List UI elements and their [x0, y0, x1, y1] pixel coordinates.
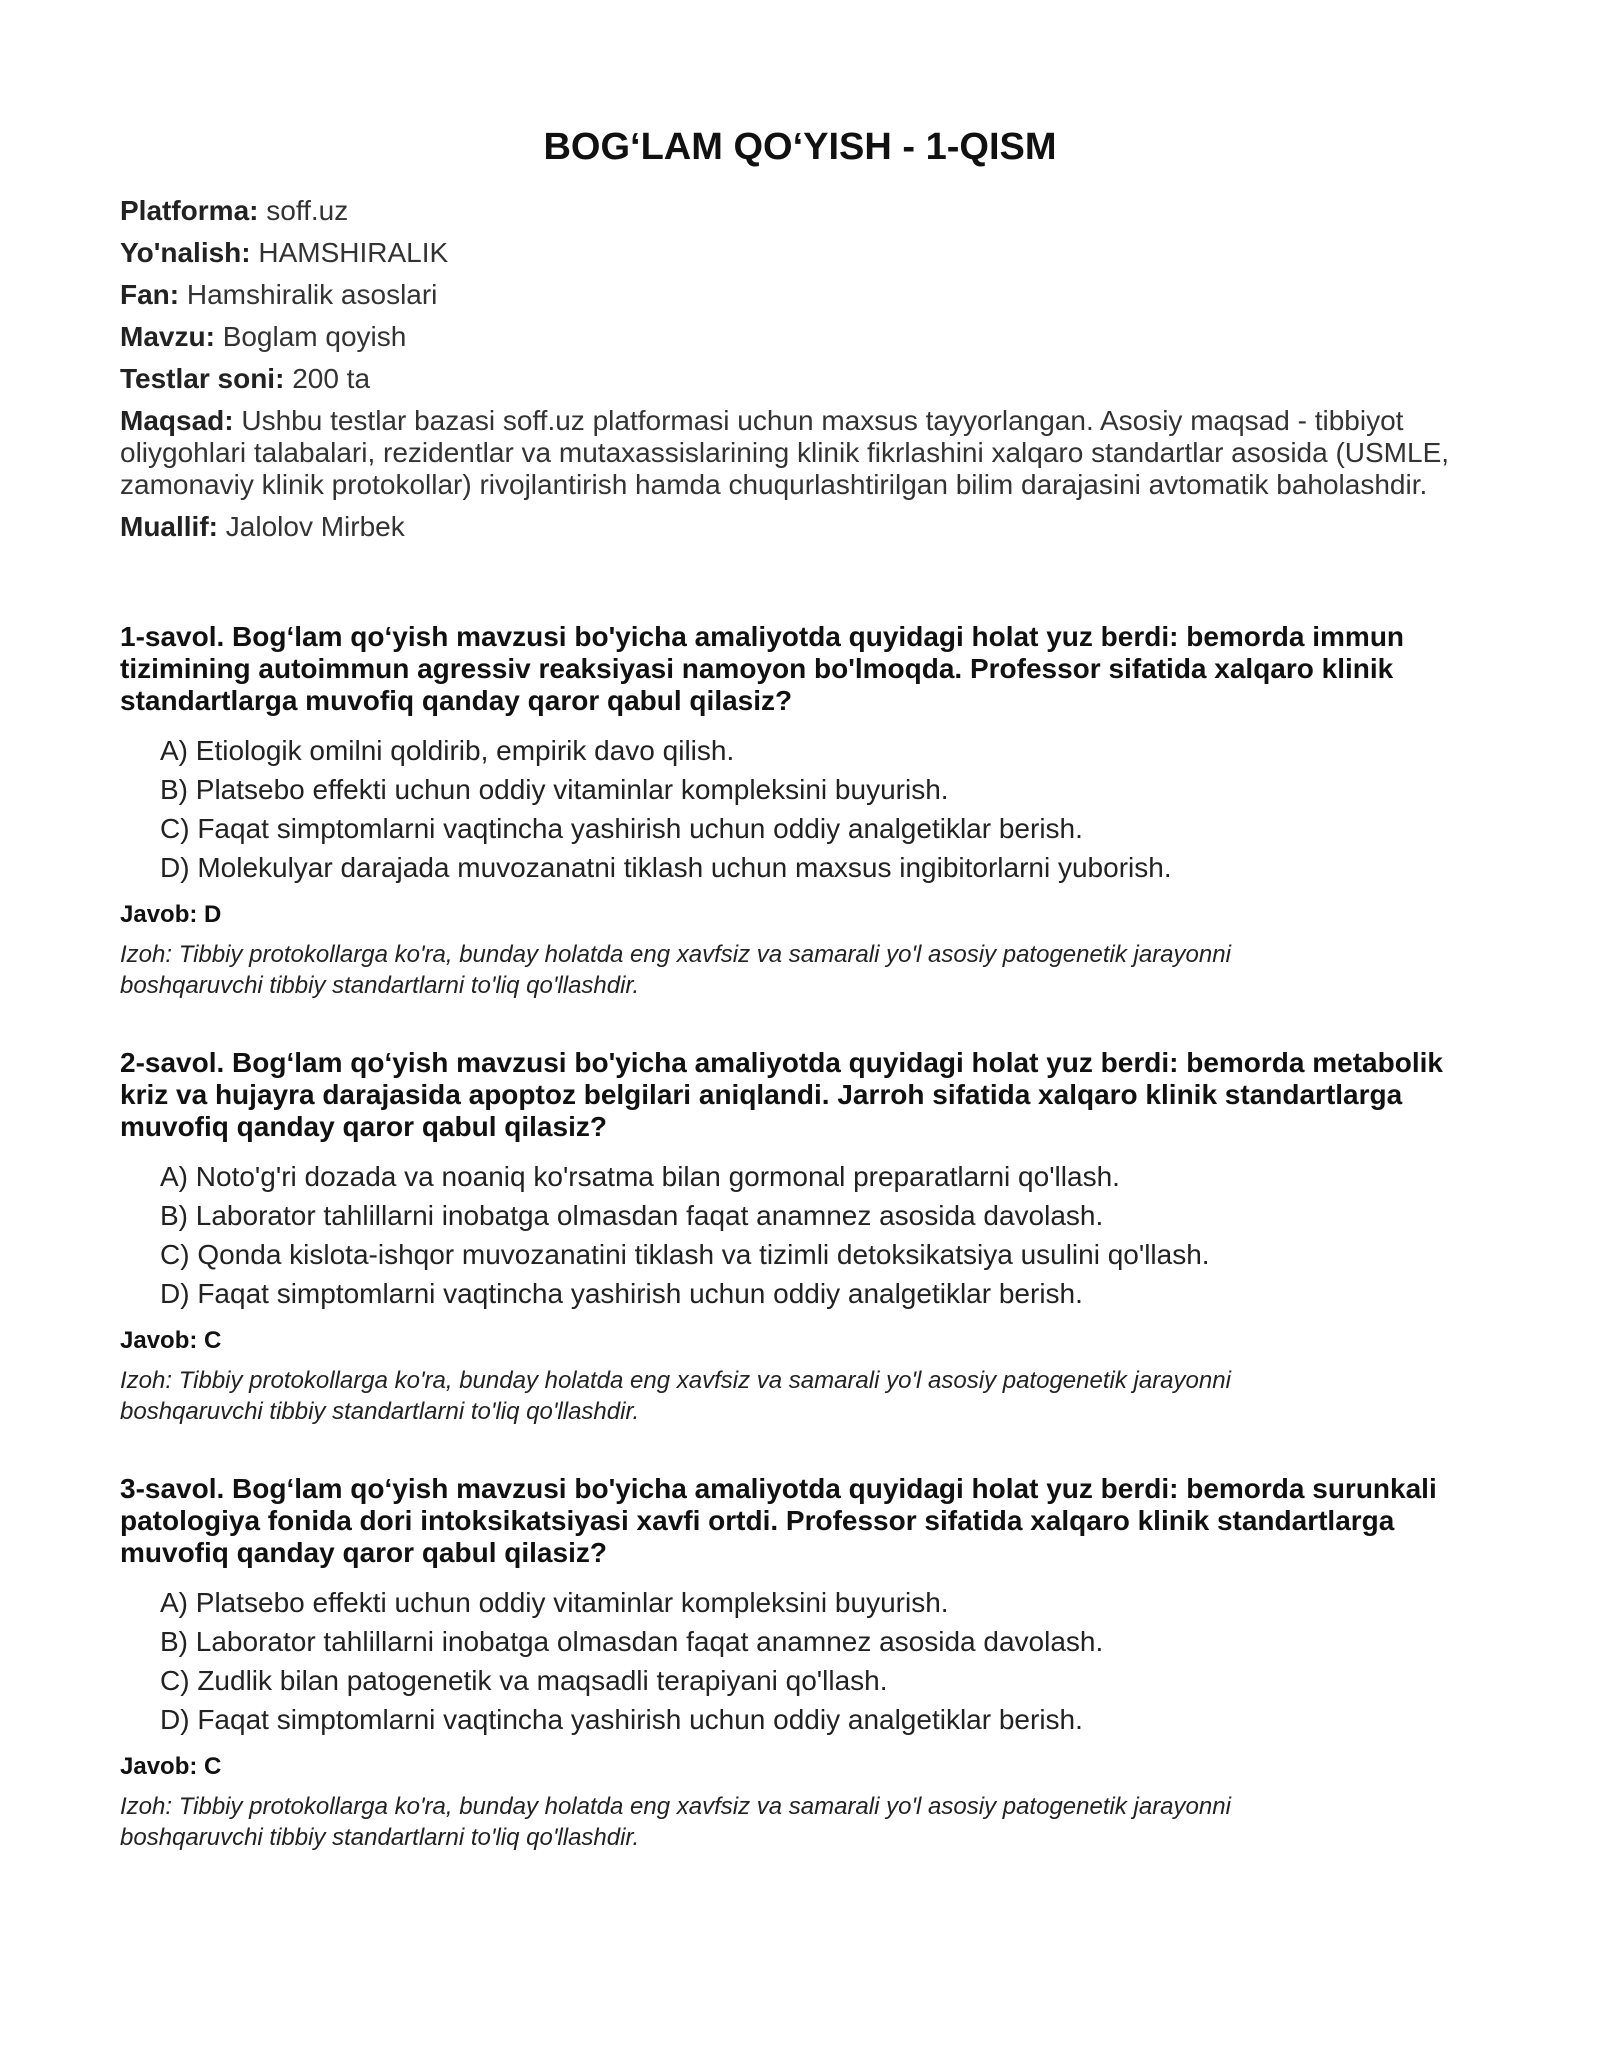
meta-label: Muallif:: [120, 511, 218, 542]
meta-platform: [120, 195, 1480, 227]
correct-answer: Javob: D: [120, 901, 222, 928]
document-metadata: [120, 195, 1480, 543]
meta-author: [120, 511, 1480, 543]
meta-label: Testlar soni:: [120, 363, 285, 394]
question-text: 2-savol. Bog‘lam qo‘yish mavzusi bo'yicha amaliyotda quyidagi holat yuz berdi: bemorda metabolik kriz va hujayra darajasida apoptoz belgilari aniqlandi. Jarroh sifatida xalqaro klinik standartlarga muvofiq qanday qaror qabul qilasiz?: [120, 1047, 1443, 1142]
option-a: A) Platsebo effekti uchun oddiy vitaminlar kompleksini buyurish.: [160, 1587, 949, 1618]
answer-options: [120, 1583, 1480, 1739]
option-c: C) Qonda kislota-ishqor muvozanatini tiklash va tizimli detoksikatsiya usulini qo'llash.: [160, 1239, 1210, 1270]
question-list: [120, 621, 1480, 1853]
option-c: C) Faqat simptomlarni vaqtincha yashirish uchun oddiy analgetiklar berish.: [160, 813, 1083, 844]
meta-topic: [120, 321, 1480, 353]
correct-answer: Javob: C: [120, 1327, 222, 1354]
meta-test-count: [120, 363, 1480, 395]
meta-value: Hamshiralik asoslari: [186, 279, 438, 310]
option-c: C) Zudlik bilan patogenetik va maqsadli terapiyani qo'llash.: [160, 1665, 888, 1696]
meta-label: Maqsad:: [120, 405, 234, 436]
option-a: A) Noto'g'ri dozada va noaniq ko'rsatma bilan gormonal preparatlarni qo'llash.: [160, 1161, 1120, 1192]
option-d: D) Molekulyar darajada muvozanatni tiklash uchun maxsus ingibitorlarni yuborish.: [160, 852, 1172, 883]
answer-explanation: Izoh: Tibbiy protokollarga ko'ra, bunday holatda eng xavfsiz va samarali yo'l asosiy patogenetik jarayonni boshqaruvchi tibbiy standartlarni to'liq qo'llashdir.: [120, 941, 1231, 999]
option-d: D) Faqat simptomlarni vaqtincha yashirish uchun oddiy analgetiklar berish.: [160, 1704, 1083, 1735]
meta-label: Yo'nalish:: [120, 237, 251, 268]
question-3: [120, 1473, 1480, 1853]
meta-value: soff.uz: [266, 195, 349, 226]
meta-purpose: [120, 405, 1480, 501]
meta-direction: [120, 237, 1480, 269]
answer-options: [120, 731, 1480, 887]
question-text: 3-savol. Bog‘lam qo‘yish mavzusi bo'yicha amaliyotda quyidagi holat yuz berdi: bemorda surunkali patologiya fonida dori intoksikatsiyasi xavfi ortdi. Professor sifatida xalqaro klinik standartlarga muvofiq qanday qaror qabul qilasiz?: [120, 1473, 1437, 1568]
meta-label: Mavzu:: [120, 321, 215, 352]
meta-subject: [120, 279, 1480, 311]
meta-value: Jalolov Mirbek: [225, 511, 405, 542]
answer-explanation: Izoh: Tibbiy protokollarga ko'ra, bunday holatda eng xavfsiz va samarali yo'l asosiy patogenetik jarayonni boshqaruvchi tibbiy standartlarni to'liq qo'llashdir.: [120, 1367, 1231, 1425]
option-d: D) Faqat simptomlarni vaqtincha yashirish uchun oddiy analgetiklar berish.: [160, 1278, 1083, 1309]
option-b: B) Laborator tahlillarni inobatga olmasdan faqat anamnez asosida davolash.: [160, 1626, 1104, 1657]
option-b: B) Laborator tahlillarni inobatga olmasdan faqat anamnez asosida davolash.: [160, 1200, 1104, 1231]
answer-options: [120, 1157, 1480, 1313]
answer-explanation: Izoh: Tibbiy protokollarga ko'ra, bunday holatda eng xavfsiz va samarali yo'l asosiy patogenetik jarayonni boshqaruvchi tibbiy standartlarni to'liq qo'llashdir.: [120, 1793, 1231, 1851]
question-2: [120, 1047, 1480, 1427]
meta-label: Platforma:: [120, 195, 259, 226]
meta-value: Boglam qoyish: [222, 321, 407, 352]
page-title: BOG‘LAM QO‘YISH - 1-QISM: [543, 126, 1057, 168]
meta-value: HAMSHIRALIK: [258, 237, 449, 268]
question-text: 1-savol. Bog‘lam qo‘yish mavzusi bo'yicha amaliyotda quyidagi holat yuz berdi: bemorda immun tizimining autoimmun agressiv reaksiyasi namoyon bo'lmoqda. Professor sifatida xalqaro klinik standartlarga muvofiq qanday qaror qabul qilasiz?: [120, 621, 1405, 716]
option-b: B) Platsebo effekti uchun oddiy vitaminlar kompleksini buyurish.: [160, 774, 949, 805]
meta-value: Ushbu testlar bazasi soff.uz platformasi uchun maxsus tayyorlangan. Asosiy maqsad - tibbiyot oliygohlari talabalari, rezidentlar va mutaxassislarining klinik fikrlashini xalqaro standartlar asosida (USMLE, zamonaviy klinik protokollar) rivojlantirish hamda chuqurlashtirilgan bilim darajasini avtomatik baholashdir.: [120, 405, 1450, 500]
correct-answer: Javob: C: [120, 1753, 222, 1780]
question-1: [120, 621, 1480, 1001]
meta-label: Fan:: [120, 279, 180, 310]
option-a: A) Etiologik omilni qoldirib, empirik davo qilish.: [160, 735, 735, 766]
meta-value: 200 ta: [292, 363, 371, 394]
